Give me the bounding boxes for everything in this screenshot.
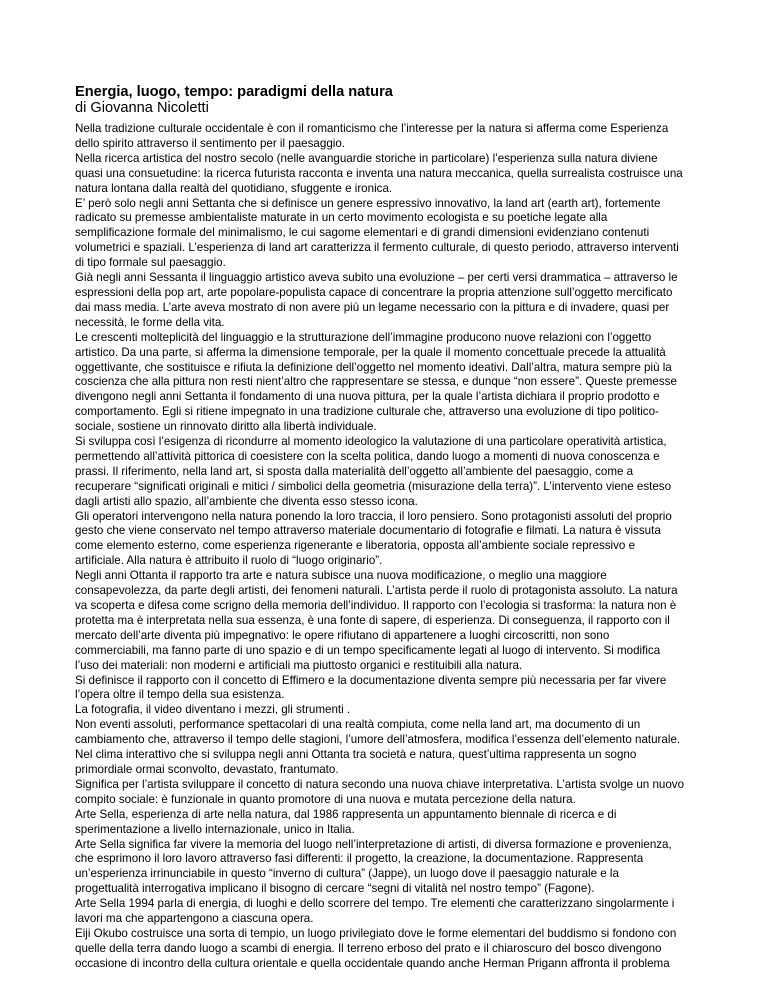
paragraph: Arte Sella significa far vivere la memoria del luogo nell’interpretazione di artisti, di diversa formazione e provenienza, che esprimono il loro lavoro attraverso fasi differenti: il progetto, la creazione, la documentazione. Rappresenta un’esperienza irrinunciabile in questo “inverno di cultura” (Jappe), un luogo dove il paesaggio naturale e la progettualità interrogativa implicano il bisogno di cercare “segni di vitalità nel nostro tempo” (Fagone). [75,837,672,896]
paragraph: E’ però solo negli anni Settanta che si definisce un genere espressivo innovativo, la land art (earth art), fortemente radicato su premesse ambientaliste maturate in un certo movimento ecologista e su poetiche legate alla semplificazione formale del minimalismo, le cui sagome elementari e di grandi dimensioni evidenziano contenuti volumetrici e spaziali. L’esperienza di land art caratterizza il fermento culturale, di questo periodo, attraverso interventi di tipo formale sul paesaggio. [75,196,679,270]
paragraph: Nel clima interattivo che si sviluppa negli anni Ottanta tra società e natura, quest’ultima rappresenta un sogno primordiale ormai sconvolto, devastato, frantumato. [75,748,637,776]
paragraph: Le crescenti molteplicità del linguaggio e la strutturazione dell’immagine producono nuove relazioni con l’oggetto artistico. Da una parte, si afferma la dimensione temporale, per la quale il momento concettuale precede la attualità oggettivante, che sostituisce e rifiuta la definizione dell’oggetto nel momento ideativi. Dall’altra, matura sempre più la coscienza che alla pittura non resti nient’altro che rappresentare se stessa, e dunque “non essere”. Queste premesse divengono negli anni Settanta il fondamento di una nuova pittura, per la quale l’artista dichiara il proprio prodotto e comportamento. Egli si ritiene impegnato in una tradizione culturale che, attraverso una evoluzione di tipo politico-sociale, sostiene un rinnovato diritto alla libertà individuale. [75,330,677,434]
paragraph: Arte Sella, esperienza di arte nella natura, dal 1986 rappresenta un appuntamento biennale di ricerca e di sperimentazione a livello internazionale, unico in Italia. [75,807,617,836]
paragraph: Significa per l’artista sviluppare il concetto di natura secondo una nuova chiave interpretativa. L’artista svolge un nuovo compito sociale: è funzionale in quanto promotore di una nuova e mutata percezione della natura. [75,777,685,806]
paragraph: Già negli anni Sessanta il linguaggio artistico aveva subito una evoluzione – per certi versi drammatica – attraverso le espressioni della pop art, arte popolare-populista capace di concentrare la propria attenzione sull’oggetto mercificato dai mass media. L’arte aveva mostrato di non avere più un legame necessario con la pittura e di invadere, quasi per necessità, le forme della vita. [75,271,678,329]
paragraph: Non eventi assoluti, performance spettacolari di una realtà compiuta, come nella land art, ma documento di un cambiamento che, attraverso il tempo delle stagioni, l’umore dell’atmosfera, modifica l’essenza dell’elemento naturale. [75,718,681,747]
paragraph: Si sviluppa così l’esigenza di ricondurre al momento ideologico la valutazione di una particolare operatività artistica, permettendo all’attività pittorica di coesistere con la scelta politica, dando luogo a momenti di nuova conoscenza e prassi. Il riferimento, nella land art, si sposta dalla materialità dell’oggetto all’ambiente del paesaggio, come a recuperare “significati originali e mitici / simbolici della geometria (misurazione della terra)”. L’intervento viene esteso dagli artisti allo spazio, all’ambiente che diventa esso stesso icona. [75,435,672,508]
paragraph: Negli anni Ottanta il rapporto tra arte e natura subisce una nuova modificazione, o meglio una maggiore consapevolezza, da parte degli artisti, dei fenomeni naturali. L’artista perde il ruolo di protagonista assoluto. La natura va scoperta e difesa come scrigno della memoria dell’individuo. Il rapporto con l’ecologia si trasforma: la natura non è protetta ma è interpretata nella sua essenza, è una fonte di sapere, di esperienza. Di conseguenza, il rapporto con il mercato dell’arte diventa più impegnativo: le opere rifiutano di appartenere a luoghi circoscritti, non sono commerciabili, ma fanno parte di uno spazio e di un tempo specificamente legati al luogo di intervento. Si modifica l’uso dei materiali: non moderni e artificiali ma piuttosto organici e restituibili alla natura. [75,569,678,672]
paragraph: La fotografia, il video diventano i mezzi, gli strumenti . [75,703,351,717]
paragraph: Nella tradizione culturale occidentale è con il romanticismo che l’interesse per la natura si afferma come Esperienza dello spirito attraverso il sentimento per il paesaggio. [75,122,669,150]
paragraph: Arte Sella 1994 parla di energia, di luoghi e dello scorrere del tempo. Tre elementi che caratterizzano singolarmente i lavori ma che appartengono a ciascuna opera. [75,897,675,926]
paragraph: Nella ricerca artistica del nostro secolo (nelle avanguardie storiche in particolare) l’esperienza sulla natura diviene quasi una consuetudine: la ricerca futurista racconta e inventa una natura meccanica, quella surrealista costruisce una natura lontana dalla realtà del quotidiano, sfuggente e ironica. [75,151,683,195]
paragraph: Si definisce il rapporto con il concetto di Effimero e la documentazione diventa sempre più necessaria per far vivere l’opera oltre il tempo della sua esistenza. [75,673,667,702]
author-byline: di Giovanna Nicoletti [75,100,209,116]
paragraph: Eiji Okubo costruisce una sorta di tempio, un luogo privilegiato dove le forme elementari del buddismo si fondono con quelle della terra dando luogo a scambi di energia. Il terreno erboso del prato e il chiaroscuro del bosco divengono occasione di incontro della cultura orientale e quella occidentale quando anche Herman Prigann affronta il problema [75,926,677,970]
paragraph: Gli operatori intervengono nella natura ponendo la loro traccia, il loro pensiero. Sono protagonisti assoluti del proprio gesto che viene conservato nel tempo attraverso materiale documentario di fotografie e filmati. La natura è vissuta come elemento esterno, come esperienza rigenerante e liberatoria, opposta all’ambiente sociale repressivo e artificiale. Alla natura è attribuito il ruolo di “luogo originario”. [75,509,672,568]
document-body [75,84,685,972]
document-title: Energia, luogo, tempo: paradigmi della natura [75,84,393,100]
